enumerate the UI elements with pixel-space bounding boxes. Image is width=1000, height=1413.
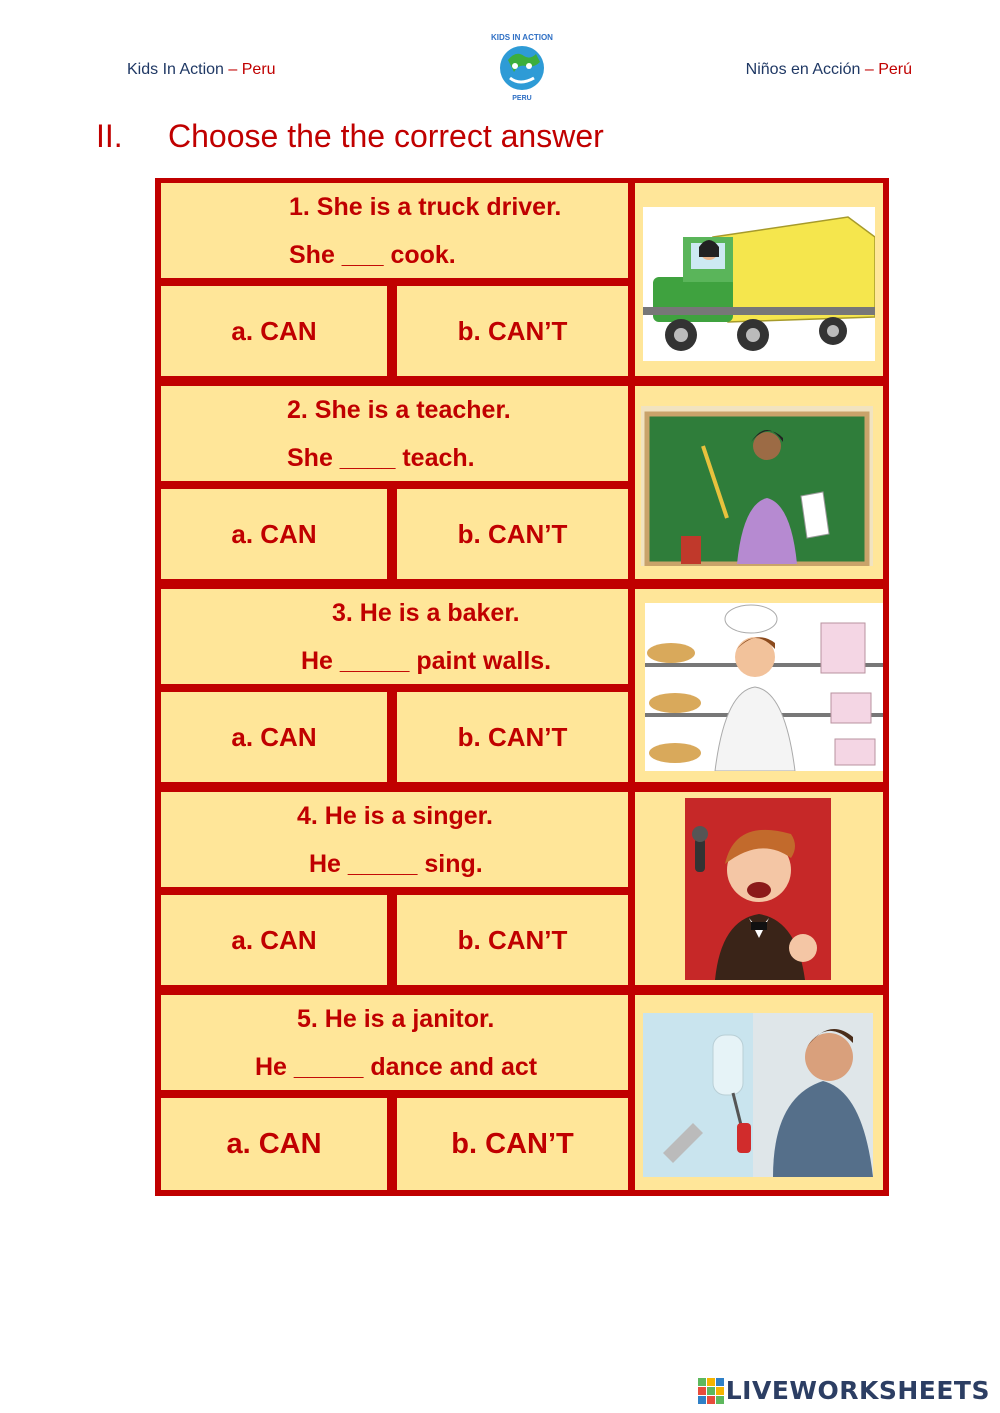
liveworksheets-brand (698, 1376, 990, 1405)
option-b-button[interactable]: b. CAN’T (395, 487, 630, 581)
liveworksheets-icon (698, 1378, 724, 1404)
question-statement: 3. He is a baker. (332, 599, 520, 627)
header-right-name: Niños en Acción (745, 61, 861, 78)
section-heading (96, 118, 604, 155)
teacher-illustration (641, 406, 873, 566)
question-row (155, 787, 889, 991)
option-b-button[interactable]: b. CAN’T (395, 893, 630, 987)
baker-illustration (645, 603, 883, 771)
option-b-button[interactable]: b. CAN’T (395, 284, 630, 378)
question-cell (159, 181, 630, 280)
question-prompt: She ___ cook. (289, 241, 456, 269)
header-left-country: – Peru (223, 61, 276, 78)
header-left (127, 61, 276, 79)
image-cell (633, 384, 885, 581)
image-cell (633, 993, 885, 1192)
question-prompt: He _____ paint walls. (301, 647, 552, 675)
question-prompt: He _____ sing. (309, 850, 483, 878)
logo-subtext: PERU (512, 95, 532, 102)
question-statement: 2. She is a teacher. (287, 396, 511, 424)
option-a-button[interactable]: a. CAN (159, 284, 389, 378)
option-a-button[interactable]: a. CAN (159, 1096, 389, 1192)
option-a-button[interactable]: a. CAN (159, 487, 389, 581)
header-right (746, 61, 912, 79)
question-row (155, 990, 889, 1196)
question-prompt: He _____ dance and act (255, 1053, 538, 1081)
question-cell (159, 587, 630, 686)
header-left-name: Kids In Action (127, 61, 224, 78)
question-row (155, 584, 889, 788)
section-title: Choose the the correct answer (168, 118, 604, 154)
section-number: II. (96, 118, 123, 154)
question-row (155, 178, 889, 382)
question-statement: 5. He is a janitor. (297, 1005, 495, 1033)
image-cell (633, 587, 885, 784)
singer-illustration (685, 798, 831, 980)
header-right-country: – Perú (860, 61, 912, 78)
question-statement: 4. He is a singer. (297, 802, 493, 830)
option-a-button[interactable]: a. CAN (159, 690, 389, 784)
question-prompt: She ____ teach. (287, 444, 475, 472)
kids-in-action-logo (478, 22, 566, 110)
question-row (155, 381, 889, 585)
question-statement: 1. She is a truck driver. (289, 193, 562, 221)
question-cell (159, 993, 630, 1092)
question-cell (159, 790, 630, 889)
image-cell (633, 790, 885, 987)
painter-photo (643, 1013, 873, 1177)
image-cell (633, 181, 885, 378)
worksheet-table (155, 178, 889, 1196)
option-b-button[interactable]: b. CAN’T (395, 690, 630, 784)
brand-text: LIVEWORKSHEETS (725, 1376, 990, 1405)
option-a-button[interactable]: a. CAN (159, 893, 389, 987)
logo-text: KIDS IN ACTION (491, 33, 553, 42)
question-cell (159, 384, 630, 483)
truck-driver-illustration (643, 207, 875, 361)
option-b-button[interactable]: b. CAN’T (395, 1096, 630, 1192)
